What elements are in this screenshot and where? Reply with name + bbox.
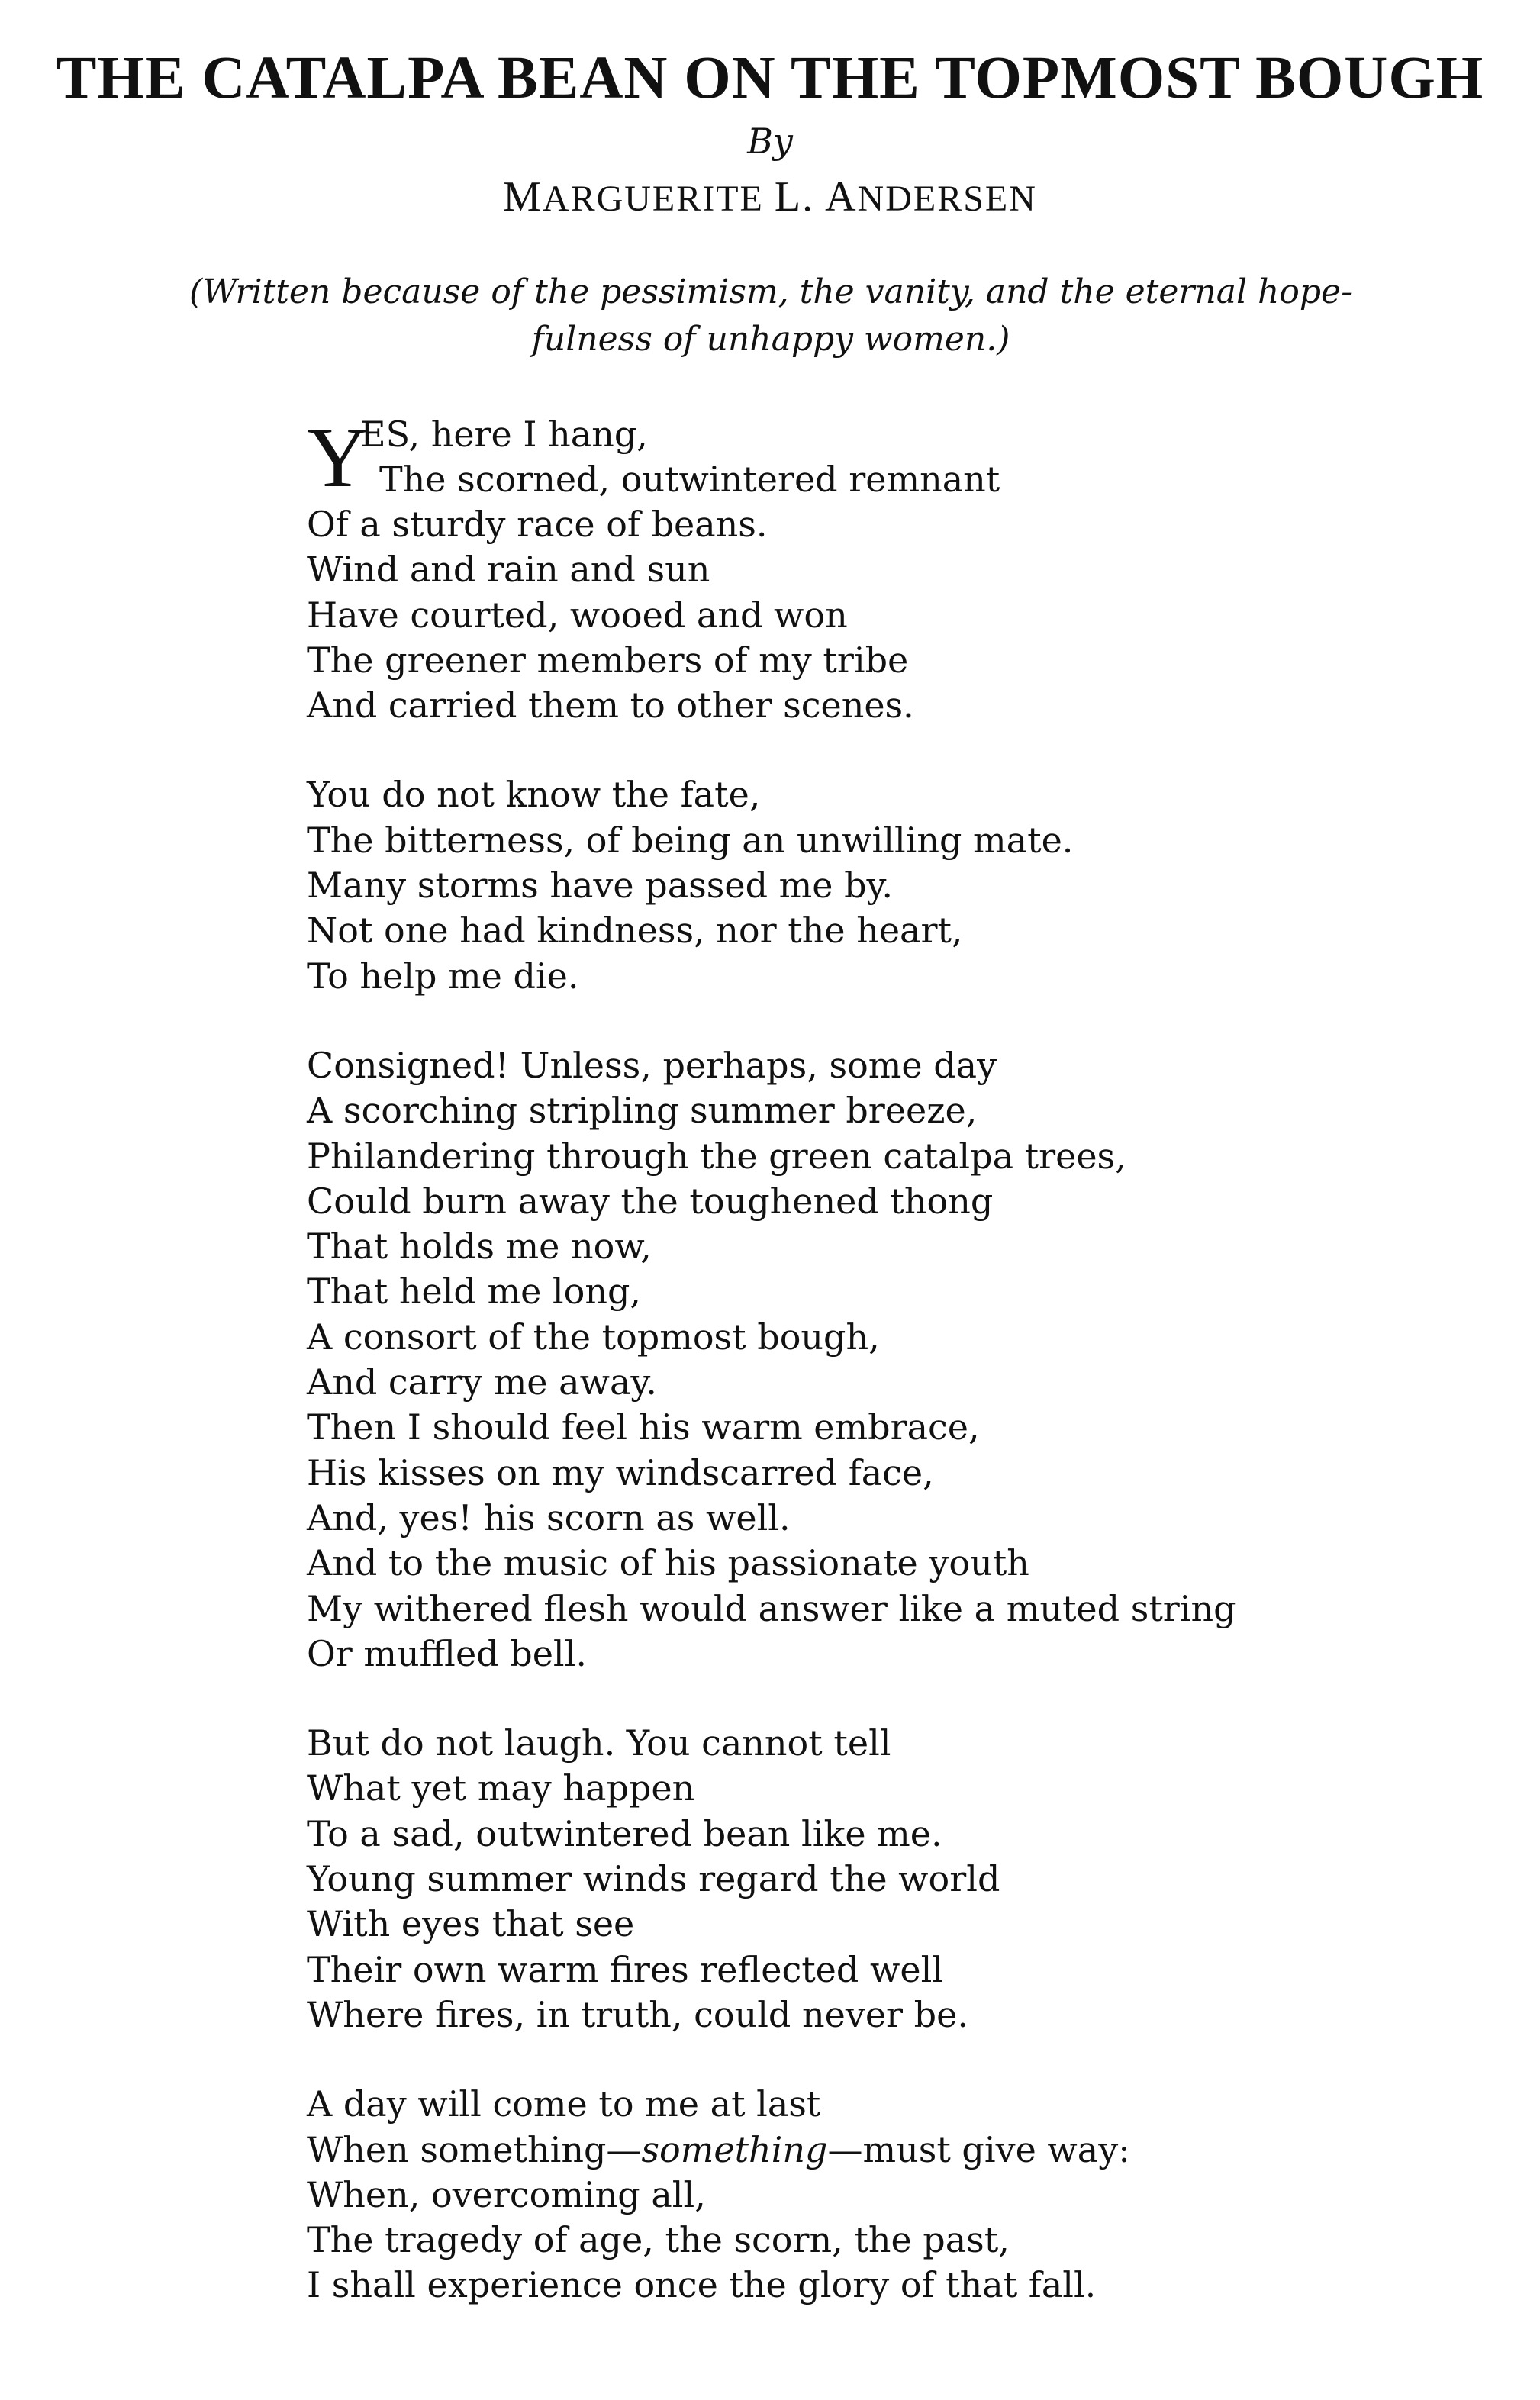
- poem-line: Or muffled bell.: [307, 1632, 587, 1674]
- poem-line: To a sad, outwintered bean like me.: [307, 1812, 942, 1854]
- poem-line: And carried them to other scenes.: [307, 685, 914, 726]
- stanza-1: [307, 412, 1413, 728]
- poem-line: The tragedy of age, the scorn, the past,: [307, 2219, 1010, 2261]
- poem-line: With eyes that see: [307, 1903, 635, 1945]
- line-segment: —must give way:: [827, 2128, 1130, 2170]
- poem-body: [307, 412, 1413, 2353]
- dedication-note: (Written because of the pessimism, the vanity, and the eternal hope- fulness of unhappy women.): [189, 272, 1352, 359]
- poem-title: THE CATALPA BEAN ON THE TOPMOST BOUGH: [56, 45, 1484, 111]
- poem-line: When, overcoming all,: [307, 2173, 706, 2215]
- poem-line: But do not laugh. You cannot tell: [307, 1722, 891, 1764]
- poem-line: To help me die.: [307, 955, 579, 997]
- poem-line: A day will come to me at last: [307, 2083, 821, 2125]
- poem-line: Could burn away the toughened thong: [307, 1180, 994, 1222]
- byline: By: [747, 121, 793, 162]
- poem-line: The bitterness, of being an unwilling mate.: [307, 819, 1074, 861]
- line-segment: When something—: [307, 2128, 642, 2170]
- poem-line: Wind and rain and sun: [307, 549, 710, 591]
- poem-line: His kisses on my windscarred face,: [307, 1451, 934, 1493]
- poem-line: The greener members of my tribe: [307, 639, 909, 681]
- poem-line: Not one had kindness, nor the heart,: [307, 910, 963, 952]
- emphasis-word: something: [641, 2128, 828, 2170]
- author-first-initial: M: [503, 173, 543, 221]
- poem-line: And to the music of his passionate youth: [307, 1542, 1029, 1584]
- poem-line: You do not know the fate,: [307, 774, 761, 816]
- poem-line: Consigned! Unless, perhaps, some day: [307, 1044, 997, 1086]
- author-last-rest: NDERSEN: [857, 179, 1037, 219]
- poem-line: [307, 2128, 1413, 2173]
- stanza-5: [307, 2082, 1413, 2308]
- poem-line: Of a sturdy race of beans.: [307, 504, 768, 545]
- drop-cap: Y: [307, 411, 369, 505]
- poem-line: The scorned, outwintered remnant: [379, 459, 1000, 500]
- opening-lines: [307, 411, 1413, 505]
- stanza-2: [307, 772, 1413, 998]
- poem-line: And carry me away.: [307, 1361, 657, 1403]
- poem-line: Have courted, wooed and won: [307, 594, 848, 636]
- poem-line: That holds me now,: [307, 1226, 652, 1268]
- poem-line: ES, here I hang,: [360, 414, 648, 455]
- stanza-4: [307, 1721, 1413, 2038]
- poem-line: That held me long,: [307, 1271, 642, 1313]
- poem-line: And, yes! his scorn as well.: [307, 1496, 791, 1538]
- poem-line: Many storms have passed me by.: [307, 865, 894, 907]
- poem-line: A consort of the topmost bough,: [307, 1316, 880, 1358]
- author-middle-initial: L.: [774, 173, 815, 221]
- poem-line: My withered flesh would answer like a muted string: [307, 1587, 1236, 1629]
- poem-line: Their own warm fires reflected well: [307, 1948, 943, 1990]
- author-first-rest: ARGUERITE: [542, 179, 764, 219]
- poem-line: I shall experience once the glory of that fall.: [307, 2264, 1097, 2306]
- poem-line: Then I should feel his warm embrace,: [307, 1406, 980, 1448]
- poem-line: Philandering through the green catalpa trees,: [307, 1135, 1126, 1177]
- author-name: [0, 174, 1540, 221]
- stanza-3: [307, 1043, 1413, 1677]
- poem-line: Young summer winds regard the world: [307, 1858, 1000, 1900]
- poem-line: What yet may happen: [307, 1767, 695, 1809]
- poem-line: Where fires, in truth, could never be.: [307, 1993, 968, 2035]
- author-last-initial: A: [825, 173, 858, 221]
- poem-line: A scorching stripling summer breeze,: [307, 1090, 978, 1132]
